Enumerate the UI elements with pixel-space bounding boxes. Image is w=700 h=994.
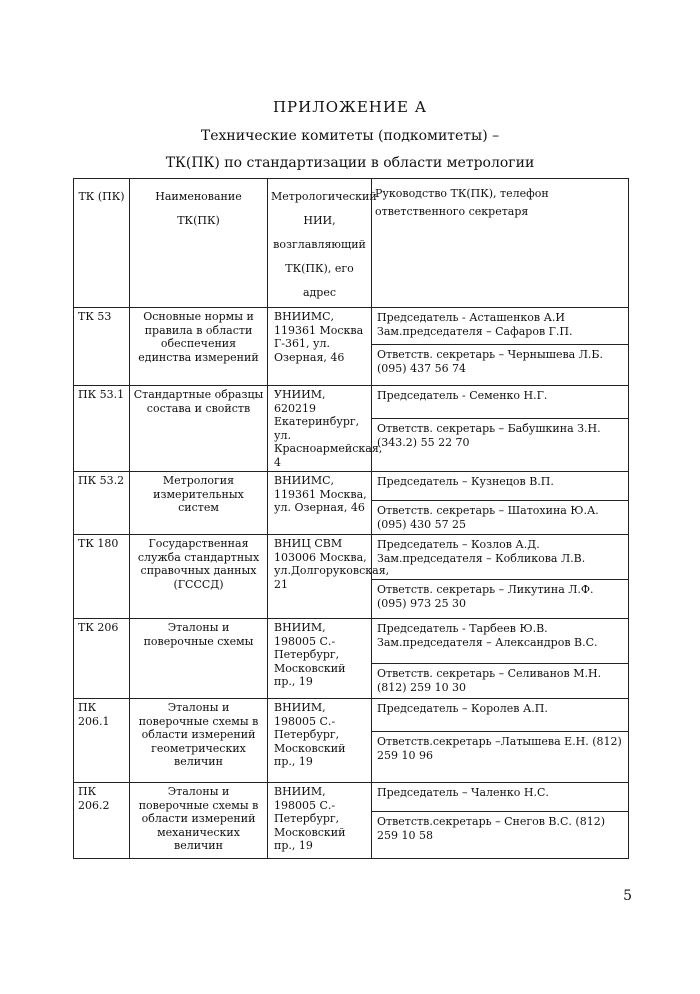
committee-name: Государственная служба стандартных справочных данных (ГСССД) <box>130 535 268 619</box>
institute-address: ВНИЦ СВМ 103006 Москва, ул.Долгоруковская, 21 <box>268 535 372 619</box>
committee-name: Стандартные образцы состава и свойств <box>130 386 268 472</box>
leadership-cell <box>372 308 629 386</box>
header-institute: Метрологический НИИ, возглавляющий ТК(ПК), его адрес <box>268 179 372 308</box>
subtitle-line-1: Технические комитеты (подкомитеты) – <box>200 128 500 144</box>
leadership-cell <box>372 386 629 472</box>
table-row <box>74 308 629 386</box>
chair-info: Председатель - Семенко Н.Г. <box>372 386 628 419</box>
subtitle-line-2: ТК(ПК) по стандартизации в области метрологии <box>165 155 535 171</box>
tk-code: ТК 53 <box>74 308 130 386</box>
institute-address: ВНИИМ, 198005 С.-Петербург, Московский пр., 19 <box>268 699 372 783</box>
institute-address: ВНИИМС, 119361 Москва Г-361, ул. Озерная, 46 <box>268 308 372 386</box>
secretary-info: Ответств. секретарь – Шатохина Ю.А. (095) 430 57 25 <box>377 504 599 531</box>
secretary-info: Ответств.секретарь – Снегов В.С. (812) 259 10 58 <box>377 815 605 842</box>
table-row <box>74 619 629 699</box>
table-row <box>74 783 629 859</box>
tk-code: ПК 206.1 <box>74 699 130 783</box>
chair-info: Председатель - Тарбеев Ю.В. Зам.председателя – Александров В.С. <box>372 619 628 664</box>
secretary-info: Ответств. секретарь – Ликутина Л.Ф. (095) 973 25 30 <box>377 583 594 610</box>
leadership-cell <box>372 783 629 859</box>
chair-info: Председатель – Чаленко Н.С. <box>372 783 628 812</box>
secretary-info: Ответств. секретарь – Селиванов М.Н. (812) 259 10 30 <box>377 667 602 694</box>
table-row <box>74 699 629 783</box>
secretary-info: Ответств. секретарь – Бабушкина З.Н. (343.2) 55 22 70 <box>377 422 601 449</box>
committee-name: Эталоны и поверочные схемы <box>130 619 268 699</box>
secretary-info: Ответств.секретарь –Латышева Е.Н. (812) 259 10 96 <box>377 735 622 762</box>
chair-info: Председатель – Козлов А.Д. Зам.председателя – Кобликова Л.В. <box>372 535 628 580</box>
secretary-info: Ответств. секретарь – Чернышева Л.Б. (095) 437 56 74 <box>377 348 603 375</box>
header-leadership: Руководство ТК(ПК), телефон ответственного секретаря <box>372 179 629 308</box>
header-tk: ТК (ПК) <box>74 179 130 308</box>
page-number: 5 <box>623 888 632 904</box>
tk-code: ПК 53.1 <box>74 386 130 472</box>
leadership-cell <box>372 619 629 699</box>
institute-address: ВНИИМС, 119361 Москва, ул. Озерная, 46 <box>268 472 372 535</box>
table-row <box>74 535 629 619</box>
committees-table <box>73 178 629 859</box>
institute-address: ВНИИМ, 198005 С.-Петербург, Московский пр., 19 <box>268 619 372 699</box>
institute-address: ВНИИМ, 198005 С.-Петербург, Московский пр., 19 <box>268 783 372 859</box>
leadership-cell <box>372 472 629 535</box>
leadership-cell <box>372 699 629 783</box>
table-row <box>74 386 629 472</box>
header-name: Наименование ТК(ПК) <box>130 179 268 308</box>
committee-name: Эталоны и поверочные схемы в области измерений механических величин <box>130 783 268 859</box>
tk-code: ПК 206.2 <box>74 783 130 859</box>
table-header-row <box>74 179 629 308</box>
leadership-cell <box>372 535 629 619</box>
tk-code: ТК 180 <box>74 535 130 619</box>
chair-info: Председатель – Кузнецов В.П. <box>372 472 628 501</box>
appendix-title: ПРИЛОЖЕНИЕ А <box>272 98 428 116</box>
tk-code: ТК 206 <box>74 619 130 699</box>
chair-info: Председатель - Асташенков А.И Зам.председателя – Сафаров Г.П. <box>372 308 628 345</box>
institute-address: УНИИМ, 620219 Екатеринбург, ул. Красноармейская, 4 <box>268 386 372 472</box>
committee-name: Метрология измерительных систем <box>130 472 268 535</box>
tk-code: ПК 53.2 <box>74 472 130 535</box>
committee-name: Основные нормы и правила в области обеспечения единства измерений <box>130 308 268 386</box>
chair-info: Председатель – Королев А.П. <box>372 699 628 732</box>
committee-name: Эталоны и поверочные схемы в области измерений геометрических величин <box>130 699 268 783</box>
table-row <box>74 472 629 535</box>
